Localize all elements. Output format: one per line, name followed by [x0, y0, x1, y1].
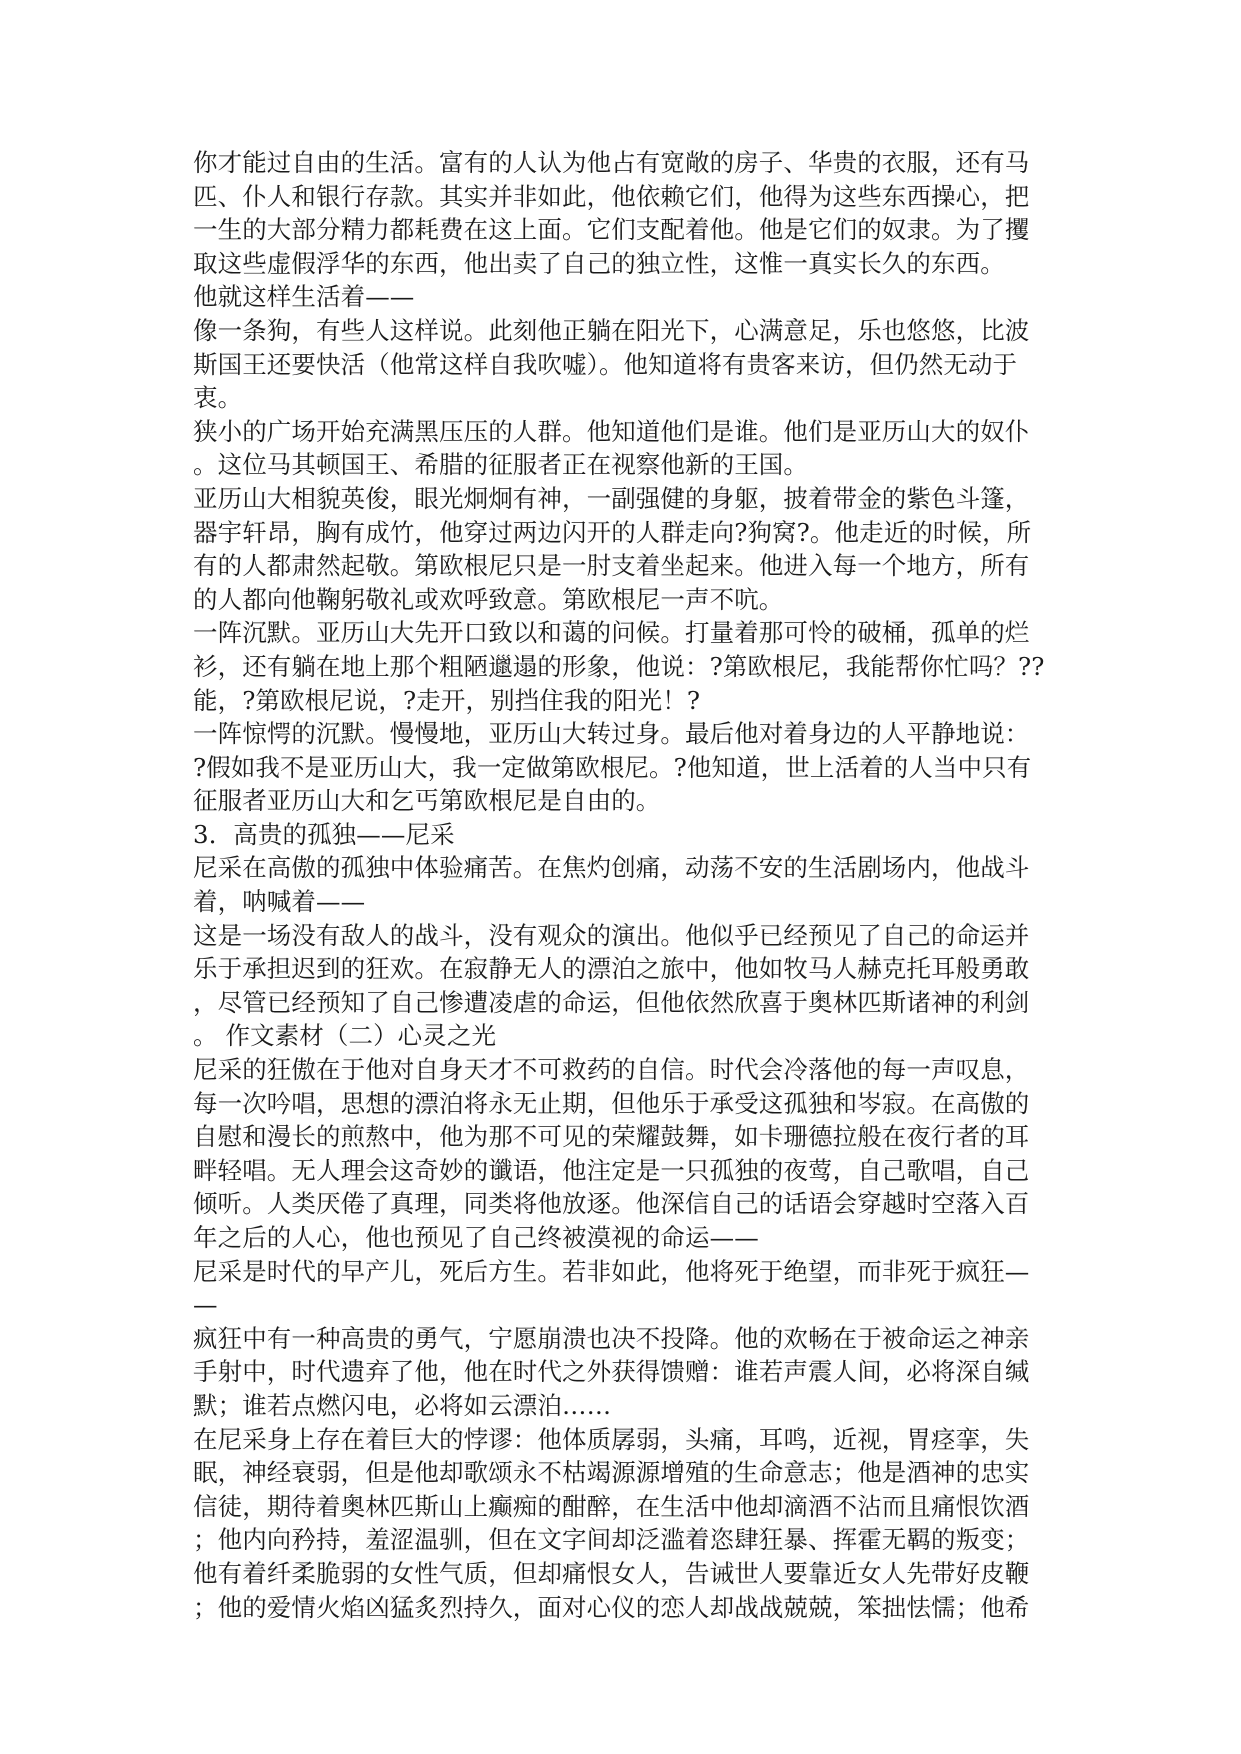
- text-line: 像一条狗，有些人这样说。此刻他正躺在阳光下，心满意足，乐也悠悠，比波: [193, 315, 1030, 345]
- text-line: 尼采在高傲的孤独中体验痛苦。在焦灼创痛，动荡不安的生活剧场内，他战斗: [193, 853, 1030, 883]
- text-line: 在尼采身上存在着巨大的悖谬：他体质孱弱，头痛，耳鸣，近视，胃痉挛，失: [193, 1424, 1030, 1454]
- text-line: 一生的大部分精力都耗费在这上面。它们支配着他。他是它们的奴隶。为了攫: [193, 215, 1030, 245]
- text-line: 一阵惊愕的沉默。慢慢地，亚历山大转过身。最后他对着身边的人平静地说：: [193, 719, 1030, 749]
- text-line: 着，呐喊着——: [193, 887, 366, 917]
- text-line: 畔轻唱。无人理会这奇妙的谶语，他注定是一只孤独的夜莺，自己歌唱，自己: [193, 1155, 1030, 1185]
- text-line: 他有着纤柔脆弱的女性气质，但却痛恨女人，告诫世人要靠近女人先带好皮鞭: [193, 1558, 1030, 1588]
- text-line: 能，?第欧根尼说，?走开，别挡住我的阳光！?: [193, 685, 701, 715]
- text-line: 征服者亚历山大和乞丐第欧根尼是自由的。: [193, 786, 661, 816]
- text-line: 倾听。人类厌倦了真理，同类将他放逐。他深信自己的话语会穿越时空落入百: [193, 1189, 1030, 1219]
- text-line: 3．高贵的孤独——尼采: [193, 819, 455, 849]
- text-line: ；他内向矜持，羞涩温驯，但在文字间却泛滥着恣肆狂暴、挥霍无羁的叛变；: [193, 1525, 1030, 1555]
- text-line: 每一次吟唱，思想的漂泊将永无止期，但他乐于承受这孤独和岑寂。在高傲的: [193, 1088, 1030, 1118]
- text-line: 这是一场没有敌人的战斗，没有观众的演出。他似乎已经预见了自己的命运并: [193, 920, 1030, 950]
- text-line: —: [193, 1290, 218, 1320]
- text-line: 狭小的广场开始充满黑压压的人群。他知道他们是谁。他们是亚历山大的奴仆: [193, 416, 1030, 446]
- text-line: 衫，还有躺在地上那个粗陋邋遢的形象，他说：?第欧根尼，我能帮你忙吗？??: [193, 651, 1045, 681]
- text-line: 器宇轩昂，胸有成竹，他穿过两边闪开的人群走向?狗窝?。他走近的时候，所: [193, 517, 1032, 547]
- text-line: 有的人都肃然起敬。第欧根尼只是一肘支着坐起来。他进入每一个地方，所有: [193, 551, 1030, 581]
- text-line: 的人都向他鞠躬敬礼或欢呼致意。第欧根尼一声不吭。: [193, 584, 784, 614]
- text-line: ?假如我不是亚历山大，我一定做第欧根尼。?他知道，世上活着的人当中只有: [193, 752, 1032, 782]
- text-line: 手射中，时代遗弃了他，他在时代之外获得馈赠：谁若声震人间，必将深自缄: [193, 1357, 1030, 1387]
- document-body: [193, 146, 1073, 1624]
- text-line: 斯国王还要快活（他常这样自我吹嘘）。他知道将有贵客来访，但仍然无动于: [193, 349, 1018, 379]
- text-line: 年之后的人心，他也预见了自己终被漠视的命运——: [193, 1223, 759, 1252]
- text-line: 。 作文素材（二）心灵之光: [193, 1021, 497, 1051]
- text-line: 疯狂中有一种高贵的勇气，宁愿崩溃也决不投降。他的欢畅在于被命运之神亲: [193, 1323, 1030, 1353]
- text-line: 眠，神经衰弱，但是他却歌颂永不枯竭源源增殖的生命意志；他是酒神的忠实: [193, 1458, 1030, 1488]
- text-line: 自慰和漫长的煎熬中，他为那不可见的荣耀鼓舞，如卡珊德拉般在夜行者的耳: [193, 1122, 1030, 1152]
- text-line: 默；谁若点燃闪电，必将如云漂泊……: [193, 1390, 612, 1420]
- text-line: 一阵沉默。亚历山大先开口致以和蔼的问候。打量着那可怜的破桶，孤单的烂: [193, 618, 1030, 648]
- text-line: 你才能过自由的生活。富有的人认为他占有宽敞的房子、华贵的衣服，还有马: [193, 148, 1030, 177]
- text-line: 他就这样生活着——: [193, 282, 415, 312]
- text-line: 衷。: [193, 383, 243, 413]
- text-line: 取这些虚假浮华的东西，他出卖了自己的独立性，这惟一真实长久的东西。: [193, 248, 1005, 278]
- text-line: 尼采的狂傲在于他对自身天才不可救药的自信。时代会冷落他的每一声叹息，: [193, 1055, 1030, 1085]
- text-line: ，尽管已经预知了自己惨遭凌虐的命运，但他依然欣喜于奥林匹斯诸神的利剑: [193, 987, 1030, 1017]
- text-line: 。这位马其顿国王、希腊的征服者正在视察他新的王国。: [193, 450, 808, 480]
- text-line: 乐于承担迟到的狂欢。在寂静无人的漂泊之旅中，他如牧马人赫克托耳般勇敢: [193, 954, 1030, 984]
- text-line: ；他的爱情火焰凶猛炙烈持久，面对心仪的恋人却战战兢兢，笨拙怯懦；他希: [193, 1592, 1030, 1622]
- text-line: 匹、仆人和银行存款。其实并非如此，他依赖它们，他得为这些东西操心，把: [193, 181, 1030, 211]
- text-line: 尼采是时代的早产儿，死后方生。若非如此，他将死于绝望，而非死于疯狂—: [193, 1256, 1030, 1286]
- text-line: 亚历山大相貌英俊，眼光炯炯有神，一副强健的身躯，披着带金的紫色斗篷，: [193, 483, 1030, 513]
- text-line: 信徒，期待着奥林匹斯山上癫痴的酣醉，在生活中他却滴酒不沾而且痛恨饮酒: [193, 1491, 1030, 1521]
